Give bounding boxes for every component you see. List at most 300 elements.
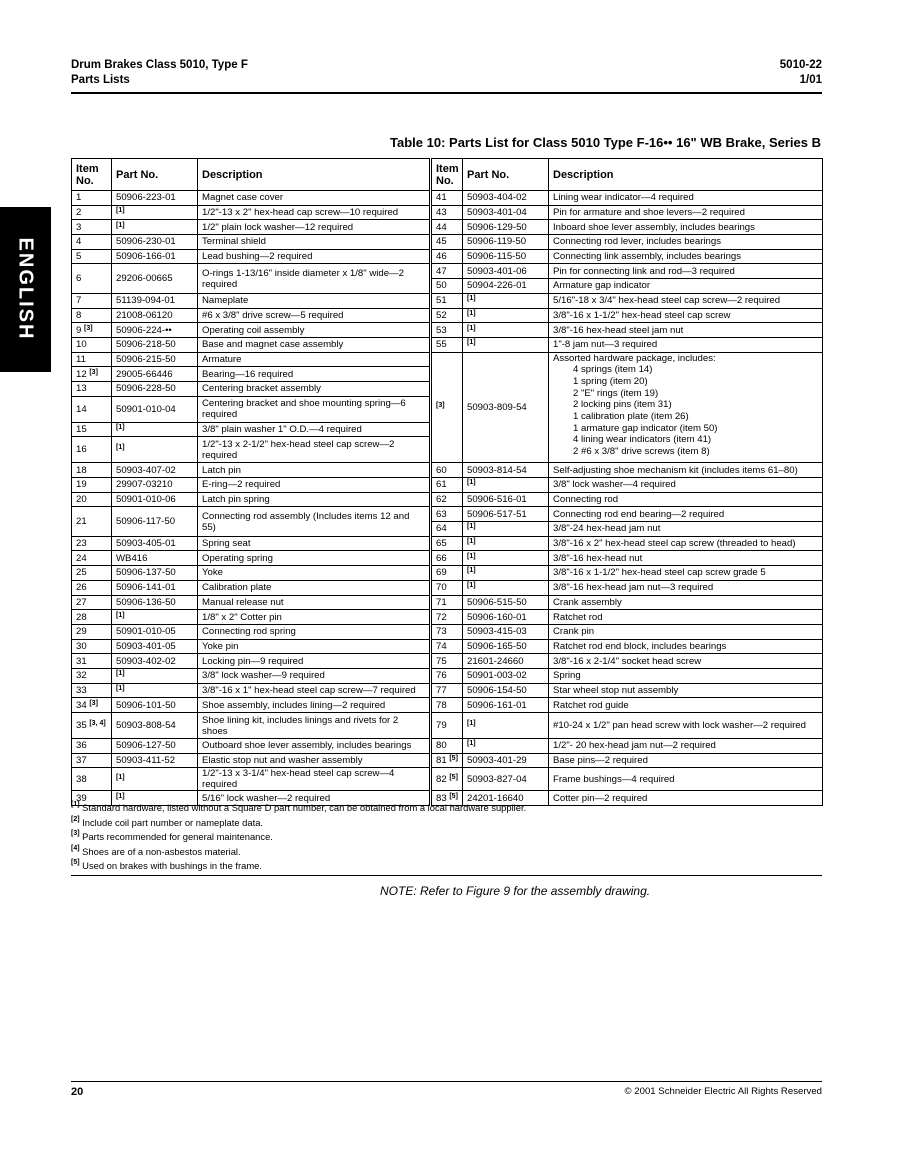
item-number: 5 (76, 251, 82, 263)
item-number-cell (72, 235, 112, 250)
item-number: 77 (436, 684, 447, 696)
part-number: 50901-010-06 (116, 494, 176, 506)
assembly-note: NOTE: Refer to Figure 9 for the assembly drawing. (380, 884, 651, 898)
item-number-cell (72, 580, 112, 595)
part-number: 50906-136-50 (116, 596, 176, 608)
column-header-item: Item No. (72, 159, 112, 191)
part-number-cell (112, 551, 198, 566)
part-number: 50901-010-05 (116, 626, 176, 638)
item-number: 33 (76, 684, 87, 696)
part-description: Operating spring (202, 552, 273, 564)
part-number-cell (112, 235, 198, 250)
item-number-cell (72, 668, 112, 683)
item-number-cell (72, 323, 112, 338)
item-number: 62 (436, 494, 447, 506)
part-number-cell (463, 323, 549, 338)
part-description: Lining wear indicator—4 required (553, 192, 694, 204)
footnote-mark: [3] (71, 830, 80, 838)
header-rule (71, 92, 822, 94)
table-row (72, 308, 823, 323)
item-number-cell (72, 683, 112, 698)
description-cell (198, 624, 431, 639)
part-description: O-rings 1-13/16" inside diameter x 1/8" wide—2 required (202, 267, 404, 290)
item-footnote-mark: [3] (89, 699, 98, 707)
item-number-cell (431, 580, 463, 595)
item-number: 47 (436, 265, 447, 277)
part-number-cell (112, 610, 198, 625)
item-number-cell (431, 337, 463, 352)
item-number-cell (72, 293, 112, 308)
part-footnote-mark: [1] (467, 552, 476, 560)
part-footnote-mark: [1] (467, 740, 476, 748)
footer-rule (71, 1081, 822, 1082)
part-number-cell (112, 437, 198, 463)
part-description: Pin for armature and shoe levers—2 required (553, 207, 745, 219)
item-number-cell (72, 381, 112, 396)
description-cell (549, 492, 823, 507)
description-cell (549, 279, 823, 294)
description-cell (549, 610, 823, 625)
part-number-cell (112, 352, 198, 367)
part-number-cell (112, 639, 198, 654)
item-number-cell (431, 624, 463, 639)
item-number: 60 (436, 464, 447, 476)
description-cell (549, 566, 823, 581)
part-number-cell (112, 580, 198, 595)
description-cell (549, 739, 823, 754)
item-number: 25 (76, 567, 87, 579)
part-description: 3/8" lock washer—4 required (553, 479, 676, 491)
part-description: Yoke pin (202, 640, 239, 652)
item-number: 4 (76, 236, 82, 248)
part-number-cell (112, 566, 198, 581)
column-header-description: Description (549, 159, 823, 191)
part-number: 50903-405-01 (116, 538, 176, 550)
part-description: 1/2"- 20 hex-head jam nut—2 required (553, 740, 716, 752)
table-row (72, 566, 823, 581)
item-number-cell (431, 463, 463, 478)
part-number-cell (112, 323, 198, 338)
item-number-cell (431, 220, 463, 235)
table-row (72, 492, 823, 507)
hardware-package-title: Assorted hardware package, includes: (553, 352, 716, 364)
part-description: Ratchet rod end block, includes bearings (553, 640, 727, 652)
part-description: Cotter pin—2 required (553, 792, 648, 804)
part-description: Base pins—2 required (553, 755, 648, 767)
item-number-cell (431, 235, 463, 250)
part-description: Spring seat (202, 538, 251, 550)
item-number-cell (431, 492, 463, 507)
item-number-cell (431, 293, 463, 308)
item-number: 9 (76, 324, 82, 336)
document-code: 5010-22 (779, 59, 822, 71)
part-number-cell (463, 768, 549, 791)
description-cell (549, 753, 823, 768)
item-number-cell (431, 249, 463, 264)
part-number: 50906-516-01 (467, 494, 527, 506)
footnote-text: Include coil part number or nameplate data. (82, 816, 264, 828)
part-number-cell (463, 463, 549, 478)
part-number-cell (112, 698, 198, 713)
document-title: Drum Brakes Class 5010, Type F (71, 59, 248, 71)
part-number-cell (463, 249, 549, 264)
part-number-cell (112, 624, 198, 639)
part-number: 50906-129-50 (467, 221, 527, 233)
part-number-cell (112, 191, 198, 206)
footnote (71, 845, 822, 860)
item-number-cell (431, 739, 463, 754)
part-description: 5/16"-18 x 3/4" hex-head steel cap screw—2 required (553, 295, 781, 307)
part-description: 3/8"-16 x 1" hex-head steel cap screw—7 required (202, 684, 416, 696)
item-number: 24 (76, 552, 87, 564)
table-row (72, 639, 823, 654)
table-row (72, 595, 823, 610)
part-description: Self-adjusting shoe mechanism kit (includes items 61–80) (553, 464, 798, 476)
description-cell (549, 683, 823, 698)
part-number-cell (112, 463, 198, 478)
item-number: 39 (76, 792, 87, 804)
footnotes-rule (71, 875, 822, 876)
part-description: 1"-8 jam nut—3 required (553, 339, 658, 351)
table-row (72, 536, 823, 551)
part-number: 50903-814-54 (467, 464, 527, 476)
description-cell (198, 337, 431, 352)
item-number: 65 (436, 538, 447, 550)
item-number: 74 (436, 640, 447, 652)
part-number-cell (112, 713, 198, 739)
item-number-cell (72, 595, 112, 610)
document-date: 1/01 (799, 74, 822, 86)
part-number: 50906-127-50 (116, 740, 176, 752)
item-number: 52 (436, 309, 447, 321)
part-number-cell (112, 308, 198, 323)
description-cell (549, 308, 823, 323)
footnote (71, 816, 822, 831)
item-number: 34 (76, 699, 87, 711)
item-footnote-mark: [3] (89, 368, 98, 376)
item-number-cell (72, 566, 112, 581)
item-number: 29 (76, 626, 87, 638)
part-description: Base and magnet case assembly (202, 339, 344, 351)
part-number-cell (112, 293, 198, 308)
part-number: 50903-401-05 (116, 640, 176, 652)
footnote-text: Used on brakes with bushings in the frame. (82, 860, 262, 872)
item-number-cell (72, 610, 112, 625)
description-cell (198, 668, 431, 683)
hardware-package-item: 1 armature gap indicator (item 50) (573, 422, 718, 434)
table-row (72, 478, 823, 493)
item-number-cell (431, 323, 463, 338)
part-number: 50906-115-50 (467, 251, 527, 263)
description-cell (549, 668, 823, 683)
part-number-cell (463, 308, 549, 323)
item-number-cell (431, 522, 463, 537)
part-number: 50903-401-04 (467, 207, 527, 219)
part-number-cell (112, 478, 198, 493)
column-header-part: Part No. (112, 159, 198, 191)
part-description: 5/16" lock washer—2 required (202, 792, 331, 804)
item-number-cell (72, 191, 112, 206)
part-number: 50906-228-50 (116, 383, 176, 395)
part-number-cell (463, 580, 549, 595)
description-cell (198, 264, 431, 293)
table-row (72, 205, 823, 220)
part-number-cell (112, 507, 198, 536)
table-row (72, 739, 823, 754)
part-number-cell (463, 668, 549, 683)
part-number: 21008-06120 (116, 309, 173, 321)
item-number: 44 (436, 221, 447, 233)
part-number-cell (463, 639, 549, 654)
part-description: Bearing—16 required (202, 368, 294, 380)
item-number-cell (72, 624, 112, 639)
item-number: 6 (76, 273, 82, 285)
table-row (72, 698, 823, 713)
part-description: Connecting rod end bearing—2 required (553, 508, 725, 520)
item-number-cell (72, 308, 112, 323)
item-number-cell (72, 264, 112, 293)
item-footnote-mark: [5] (449, 792, 458, 800)
item-number-cell (431, 639, 463, 654)
part-number-cell (112, 367, 198, 382)
part-description: Latch pin spring (202, 494, 270, 506)
document-header-right (780, 58, 822, 88)
description-cell (198, 293, 431, 308)
part-number: 50906-165-50 (467, 640, 527, 652)
part-number-cell (463, 205, 549, 220)
part-footnote-mark: [1] (467, 538, 476, 546)
part-description: Armature gap indicator (553, 280, 651, 292)
description-cell (198, 308, 431, 323)
description-cell (549, 463, 823, 478)
item-number: 75 (436, 655, 447, 667)
table-row (72, 323, 823, 338)
item-number: 19 (76, 479, 87, 491)
item-number-cell (72, 220, 112, 235)
part-number: 50903-809-54 (467, 401, 527, 413)
language-tab-label: ENGLISH (14, 237, 37, 341)
table-row (72, 352, 823, 367)
item-number: 83 (436, 792, 447, 804)
copyright: © 2001 Schneider Electric All Rights Reserved (624, 1086, 822, 1097)
part-number: 24201-16640 (467, 792, 524, 804)
document-header (71, 58, 248, 88)
part-number: 29206-00665 (116, 273, 173, 285)
item-number: 41 (436, 192, 447, 204)
item-number: 26 (76, 582, 87, 594)
part-number-cell (463, 478, 549, 493)
item-number-cell (431, 279, 463, 294)
part-number-cell (112, 739, 198, 754)
item-number: 69 (436, 567, 447, 579)
part-description: Centering bracket and shoe mounting spring—6 required (202, 398, 406, 421)
part-number: 50906-215-50 (116, 353, 176, 365)
description-cell (198, 768, 431, 791)
table-row (72, 191, 823, 206)
description-cell (198, 205, 431, 220)
part-description: Connecting link assembly, includes bearings (553, 251, 742, 263)
description-cell (549, 323, 823, 338)
table-row (72, 235, 823, 250)
footnote-mark: [1] (71, 801, 80, 808)
item-number: 76 (436, 670, 447, 682)
hardware-package-item: 2 locking pins (item 31) (573, 399, 672, 411)
part-number-cell (112, 249, 198, 264)
part-description: Latch pin (202, 464, 241, 476)
description-cell (198, 507, 431, 536)
part-footnote-mark: [1] (467, 582, 476, 590)
item-number-cell (431, 610, 463, 625)
item-number: 31 (76, 655, 87, 667)
part-number-cell (463, 264, 549, 279)
item-number-cell (431, 478, 463, 493)
part-number: 50906-119-50 (467, 236, 527, 248)
part-description: 1/2"-13 x 3-1/4" hex-head steel cap screw—4 required (202, 768, 395, 791)
table-row (72, 713, 823, 739)
description-cell (198, 566, 431, 581)
part-number-cell (463, 713, 549, 739)
part-number-cell (112, 536, 198, 551)
item-number: 50 (436, 280, 447, 292)
item-number-cell (431, 668, 463, 683)
item-number: 37 (76, 755, 87, 767)
language-tab (0, 207, 51, 372)
part-description: 3/8"-16 hex-head jam nut—3 required (553, 582, 714, 594)
description-cell (198, 610, 431, 625)
item-number: 36 (76, 740, 87, 752)
part-number-cell (463, 337, 549, 352)
part-number: 50903-411-52 (116, 755, 176, 767)
description-cell (198, 352, 431, 367)
item-number-cell (72, 205, 112, 220)
part-description: Elastic stop nut and washer assembly (202, 755, 363, 767)
item-footnote-mark: [3] (84, 324, 93, 332)
item-number-cell (72, 639, 112, 654)
description-cell (549, 507, 823, 522)
item-number-cell (72, 698, 112, 713)
part-description: Locking pin—9 required (202, 655, 304, 667)
part-description: Centering bracket assembly (202, 383, 321, 395)
item-number: 3 (76, 221, 82, 233)
part-footnote-mark: [1] (116, 611, 125, 619)
part-number-cell (463, 293, 549, 308)
item-number-cell (72, 396, 112, 422)
description-cell (198, 367, 431, 382)
item-number-cell (72, 492, 112, 507)
item-number-cell (431, 768, 463, 791)
item-number: 82 (436, 773, 447, 785)
description-cell (198, 422, 431, 437)
item-number-cell (72, 249, 112, 264)
part-number: 50906-161-01 (467, 699, 527, 711)
item-number-cell (72, 507, 112, 536)
item-number-cell (431, 753, 463, 768)
page-number: 20 (71, 1086, 84, 1098)
description-cell (549, 264, 823, 279)
part-description: Operating coil assembly (202, 324, 305, 336)
item-number-cell (431, 654, 463, 669)
part-description: 3/8"-16 x 2" hex-head steel cap screw (threaded to head) (553, 538, 796, 550)
description-cell (549, 293, 823, 308)
part-description: 1/2" plain lock washer—12 required (202, 221, 354, 233)
part-description: Crank assembly (553, 596, 622, 608)
part-number-cell (463, 683, 549, 698)
item-number-cell (72, 536, 112, 551)
part-description: Manual release nut (202, 596, 284, 608)
table-row (72, 264, 823, 279)
item-number: 78 (436, 699, 447, 711)
description-cell (198, 396, 431, 422)
table-row (72, 624, 823, 639)
item-number-cell (72, 551, 112, 566)
part-number-cell (463, 492, 549, 507)
part-number: 50906-141-01 (116, 582, 176, 594)
description-cell (549, 191, 823, 206)
item-number: 21 (76, 516, 87, 528)
item-number: 28 (76, 611, 87, 623)
part-number: 29005-66446 (116, 368, 173, 380)
column-header-item: Item No. (431, 159, 463, 191)
item-number: 79 (436, 720, 447, 731)
item-number: 7 (76, 295, 82, 307)
description-cell (549, 522, 823, 537)
table-row (72, 668, 823, 683)
item-number-cell (431, 352, 463, 463)
item-number-cell (431, 595, 463, 610)
description-cell (198, 654, 431, 669)
part-number-cell (463, 191, 549, 206)
hardware-package-item: 1 calibration plate (item 26) (573, 411, 689, 423)
part-number: WB416 (116, 552, 148, 564)
part-number: 50906-166-01 (116, 251, 176, 263)
item-number-cell (431, 507, 463, 522)
item-number: 81 (436, 755, 447, 767)
table-row (72, 293, 823, 308)
item-number: 8 (76, 309, 82, 321)
description-cell (198, 536, 431, 551)
item-number: 55 (436, 339, 447, 351)
hardware-package-item: 4 lining wear indicators (item 41) (573, 434, 712, 446)
part-description: 3/8" lock washer—9 required (202, 670, 325, 682)
part-footnote-mark: [1] (116, 670, 125, 678)
part-footnote-mark: [1] (116, 423, 125, 431)
item-number-cell (72, 654, 112, 669)
part-footnote-mark: [1] (467, 523, 476, 531)
part-description: Ratchet rod guide (553, 699, 629, 711)
item-number: 71 (436, 596, 447, 608)
item-number: 27 (76, 596, 87, 608)
part-description: Shoe assembly, includes lining—2 required (202, 699, 386, 711)
item-number: 2 (76, 207, 82, 219)
part-number: 50903-401-06 (467, 265, 527, 277)
part-footnote-mark: [1] (467, 324, 476, 332)
part-number: 50901-003-02 (467, 670, 527, 682)
footnote (71, 859, 822, 874)
part-number-cell (112, 396, 198, 422)
item-number: 32 (76, 670, 87, 682)
part-description: Magnet case cover (202, 192, 284, 204)
part-description: Inboard shoe lever assembly, includes bearings (553, 221, 755, 233)
part-number: 50903-404-02 (467, 192, 527, 204)
table-row (72, 768, 823, 791)
item-number: 23 (76, 538, 87, 550)
item-number-cell (72, 478, 112, 493)
item-number: 30 (76, 640, 87, 652)
item-number-cell (72, 713, 112, 739)
table-row (72, 580, 823, 595)
item-number: 12 (76, 368, 87, 380)
footnote-mark: [4] (71, 844, 80, 852)
